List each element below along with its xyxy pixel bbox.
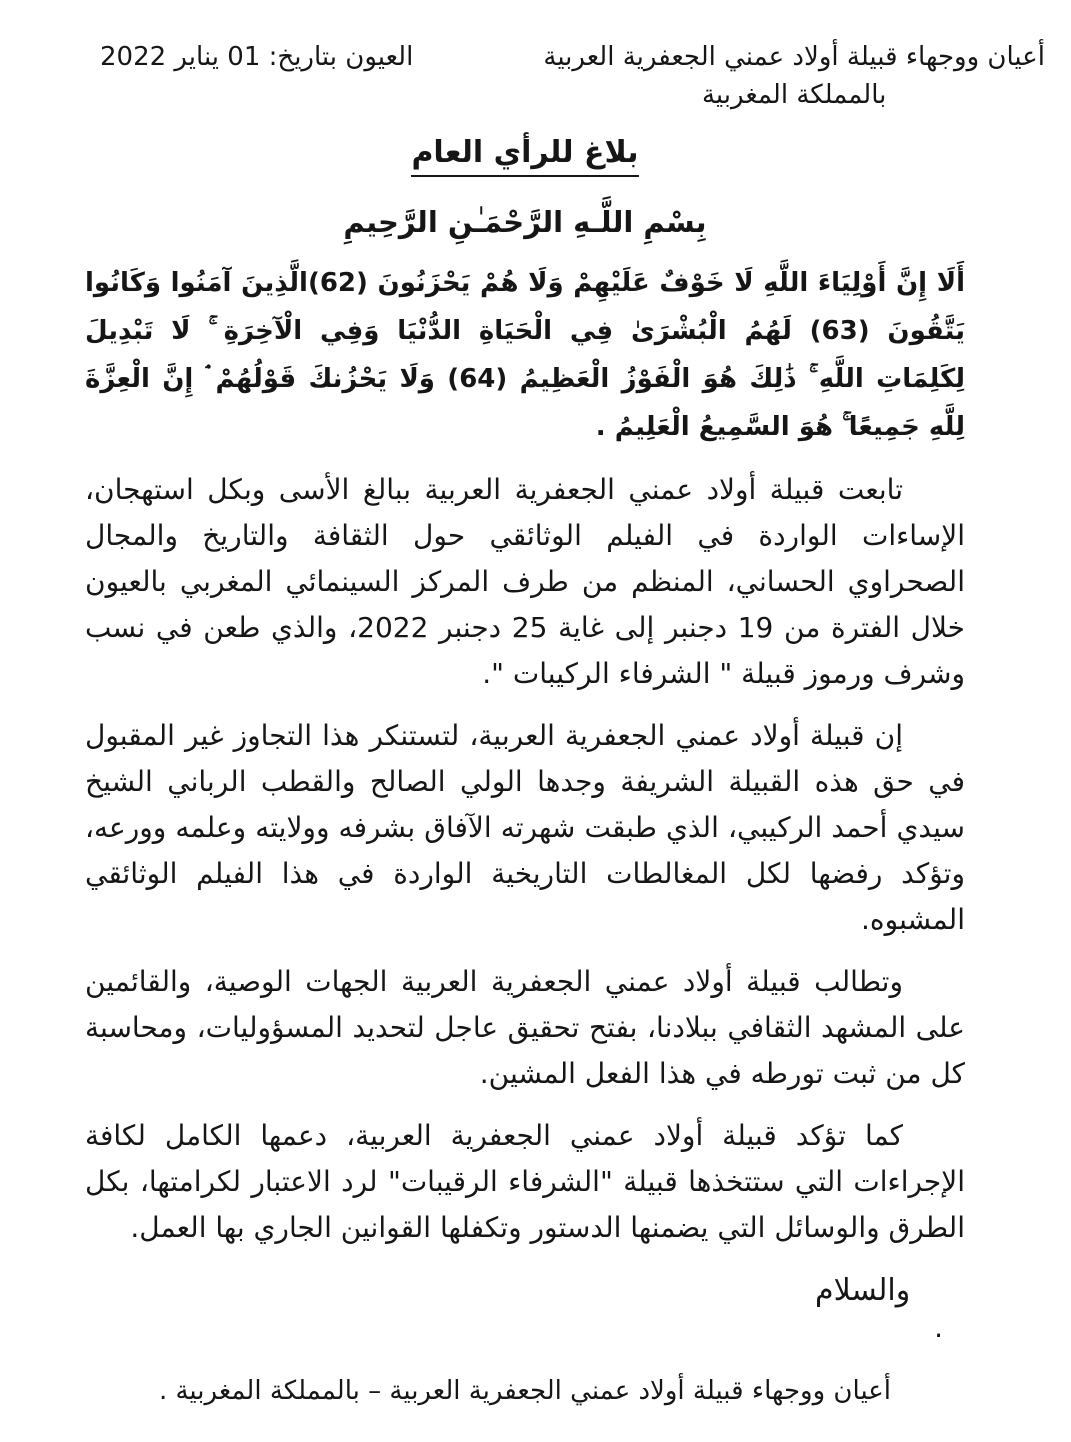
basmala-line: بِسْمِ اللَّـهِ الرَّحْمَـٰنِ الرَّحِيمِ xyxy=(343,205,707,239)
body-paragraph-1: تابعت قبيلة أولاد عمني الجعفرية العربية ببالغ الأسى وبكل استهجان، الإساءات الواردة في الفيلم الوثائقي حول الثقافة والتاريخ والمجال الصحراوي الحساني، المنظم من طرف المركز السينمائي المغربي بالعيون خلال الفترة من 19 دجنبر إلى غاية 25 دجنبر 2022، والذي طعن في نسب وشرف ورموز قبيلة " الشرفاء الركيبات ". xyxy=(85,473,965,690)
body-paragraph-3: وتطالب قبيلة أولاد عمني الجعفرية العربية الجهات الوصية، والقائمين على المشهد الثقافي ببلادنا، بفتح تحقيق عاجل لتحديد المسؤوليات، ومحاسبة كل من ثبت تورطه في هذا الفعل المشين. xyxy=(85,965,965,1090)
document-body xyxy=(85,132,965,1406)
body-paragraph-4: كما تؤكد قبيلة أولاد عمني الجعفرية العربية، دعمها الكامل لكافة الإجراءات التي ستتخذها قبيلة "الشرفاء الرقيبات" لرد الاعتبار لكرامتها، بكل الطرق والوسائل التي يضمنها الدستور وتكفلها القوانين الجاري بها العمل. xyxy=(85,1119,965,1244)
date-place-line: العيون بتاريخ: 01 يناير 2022 xyxy=(100,42,414,72)
body-paragraph-2: إن قبيلة أولاد عمني الجعفرية العربية، لتستنكر هذا التجاوز غير المقبول في حق هذه القبيلة الشريفة وجدها الولي الصالح والقطب الرباني الشيخ سيدي أحمد الركيبي، الذي طبقت شهرته الآفاق بشرفه وولايته وعلمه وورعه، وتؤكد رفضها لكل المغالطات التاريخية الواردة في هذا الفيلم الوثائقي المشبوه. xyxy=(85,719,965,936)
signature-footer-line: أعيان ووجهاء قبيلة أولاد عمني الجعفرية العربية – بالمملكة المغربية . xyxy=(158,1376,892,1406)
document-header xyxy=(0,38,1071,114)
closing-salutation-line xyxy=(85,1273,965,1308)
document-title xyxy=(85,132,965,177)
org-country-line: بالمملكة المغربية xyxy=(701,80,887,110)
document-title-text: بلاغ للرأي العام xyxy=(411,135,638,177)
org-block xyxy=(543,38,1045,114)
quran-verse-paragraph: أَلَا إِنَّ أَوْلِيَاءَ اللَّهِ لَا خَوْفٌ عَلَيْهِمْ وَلَا هُمْ يَحْزَنُونَ (62)الَّذِينَ آمَنُوا وَكَانُوا يَتَّقُونَ (63) لَهُمُ الْبُشْرَىٰ فِي الْحَيَاةِ الدُّنْيَا وَفِي الْآخِرَةِ ۚ لَا تَبْدِيلَ لِكَلِمَاتِ اللَّهِ ۚ ذَٰلِكَ هُوَ الْفَوْزُ الْعَظِيمُ (64) وَلَا يَحْزُنكَ قَوْلُهُمْ ۘ إِنَّ الْعِزَّةَ لِلَّهِ جَمِيعًا ۚ هُوَ السَّمِيعُ الْعَلِيمُ . xyxy=(85,268,965,442)
closing-salutation-text: والسلام xyxy=(815,1273,911,1308)
org-name-line: أعيان ووجهاء قبيلة أولاد عمني الجعفرية العربية xyxy=(543,42,1045,72)
standalone-period: . xyxy=(934,1311,943,1344)
